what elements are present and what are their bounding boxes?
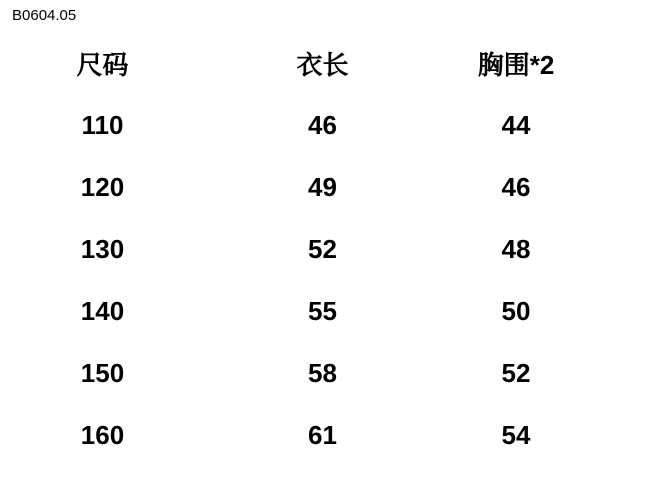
table-cell-length: 58	[308, 357, 337, 388]
size-table	[0, 32, 657, 466]
table-cell-size: 120	[80, 171, 125, 202]
table-cell-length: 61	[308, 419, 337, 450]
table-cell-length: 46	[308, 109, 337, 140]
table-cell-chest: 48	[501, 233, 531, 264]
table-cell-length: 52	[308, 233, 337, 264]
table-cell-length: 55	[308, 295, 337, 326]
table-cell-chest: 44	[501, 109, 531, 140]
table-cell-size: 160	[80, 419, 125, 450]
column-header-garment-length: 衣长	[296, 49, 349, 80]
table-cell-size: 110	[81, 109, 124, 140]
table-cell-size: 130	[80, 233, 125, 264]
table-cell-chest: 50	[501, 295, 531, 326]
column-header-size: 尺码	[76, 49, 129, 80]
table-cell-size: 150	[80, 357, 125, 388]
table-cell-chest: 54	[501, 419, 531, 450]
table-cell-length: 49	[308, 171, 337, 202]
table-cell-size: 140	[80, 295, 125, 326]
column-header-chest: 胸围*2	[477, 49, 555, 80]
product-code: B0604.05	[12, 7, 77, 24]
table-cell-chest: 52	[501, 357, 531, 388]
table-cell-chest: 46	[501, 171, 531, 202]
